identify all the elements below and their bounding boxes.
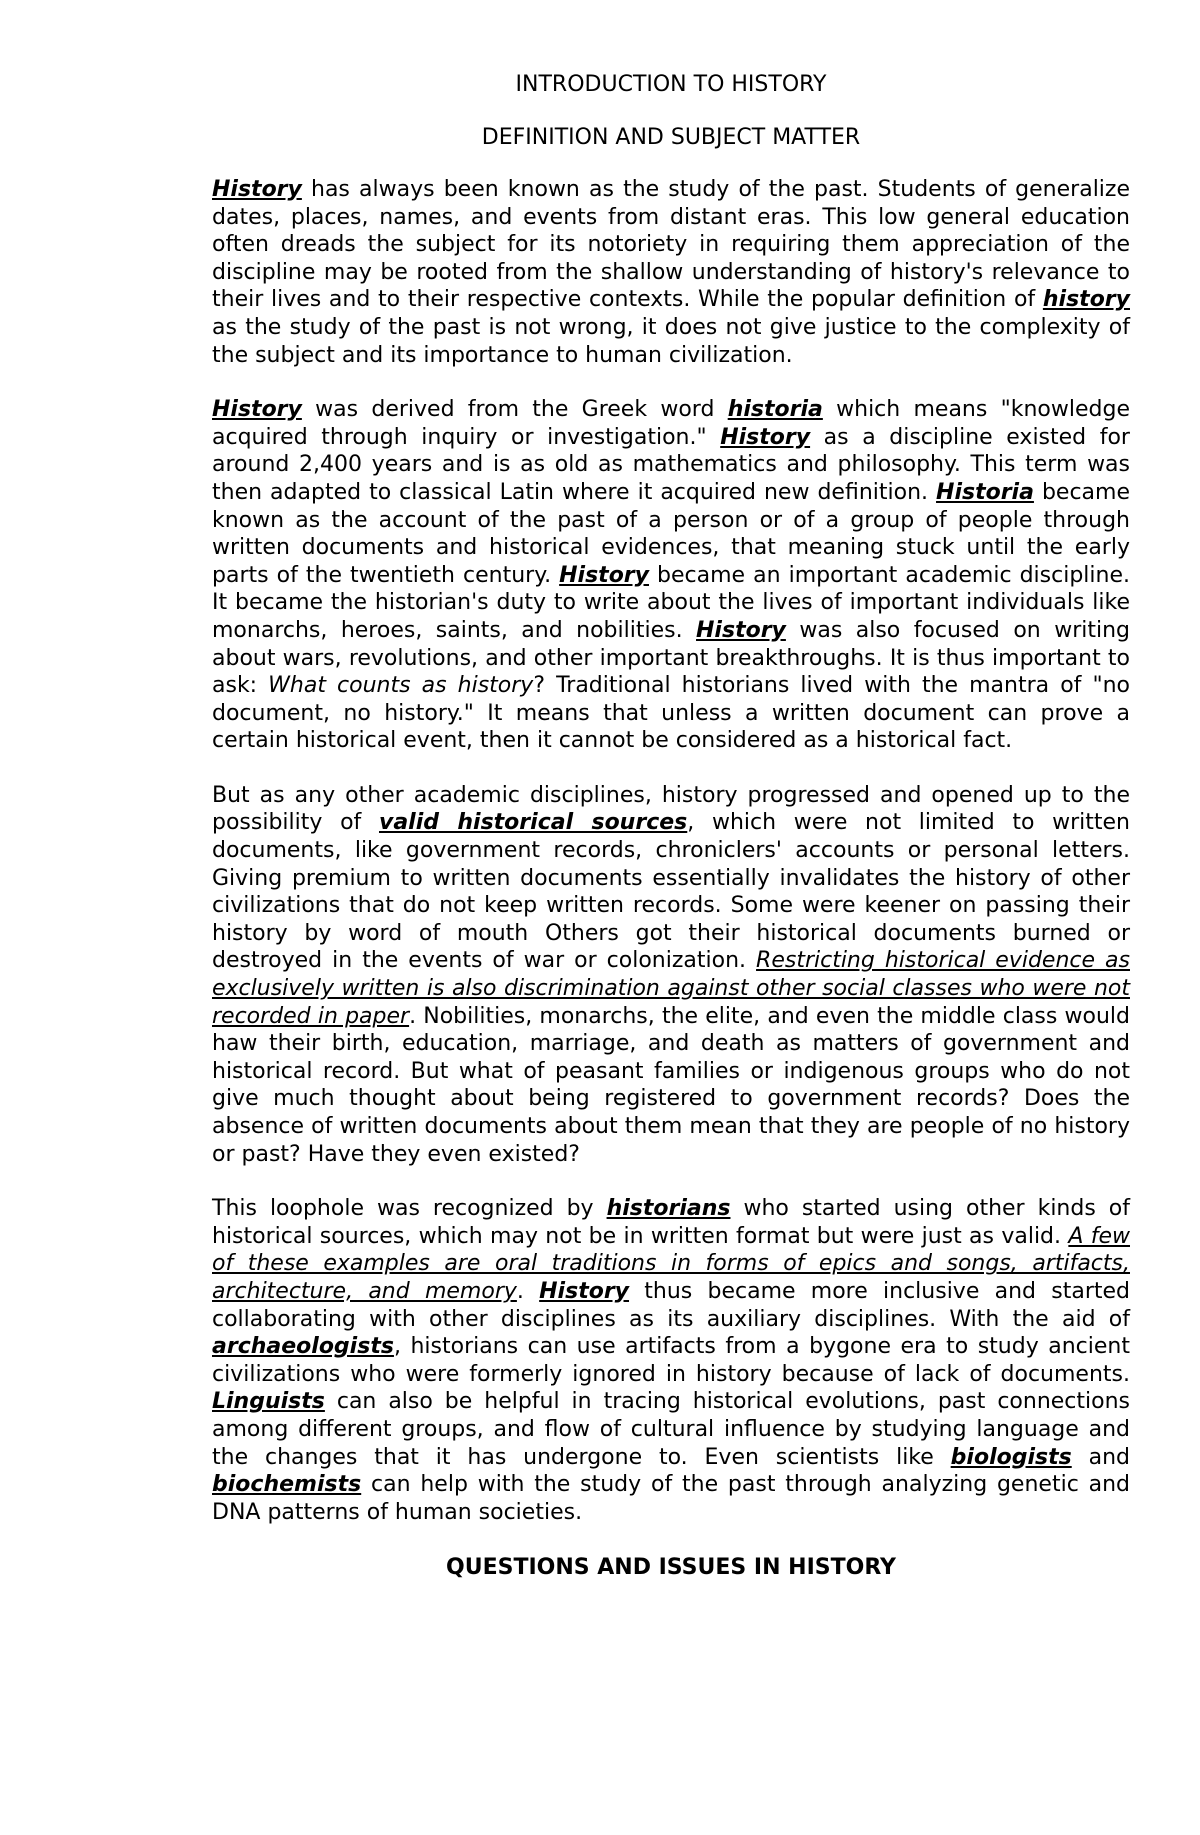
paragraph-text: can also be helpful in tracing historical evolutions, past connections among different groups, and flow of cultural influence by studying language and the changes that it has undergone to. Even scientists like: [212, 1389, 1130, 1470]
keyword: Linguists: [212, 1389, 325, 1415]
paragraph-text: , which were not limited to written documents, like government records, chroniclers' accounts or personal letters. Giving premium to written documents essentially invalidates the history of other civilizations that do not keep written records. Some were keener on passing their history by word of mouth Others got their historical documents burned or destroyed in the events of war or colonization.: [212, 810, 1131, 974]
emphasized-text: A few of these examples are oral traditions in forms of epics and songs, artifacts, architecture, and memory: [212, 1223, 1130, 1304]
paragraph-text: as a discipline existed for around 2,400 years and is as old as mathematics and philosophy. This term was then adapted to classical Latin where it acquired new definition.: [212, 424, 1130, 505]
section-heading: QUESTIONS AND ISSUES IN HISTORY: [446, 1555, 896, 1581]
emphasized-text: Restricting historical evidence as exclusively written is also discrimination against other social classes who were not recorded in paper: [212, 948, 1130, 1029]
paragraph-text: and: [1071, 1444, 1130, 1470]
paragraph-definition: [212, 176, 1130, 369]
paragraph-text: ? Traditional historians lived with the mantra of "no document, no history." It means that unless a written document can prove a certain historical event, then it cannot be considered as a historical fact.: [212, 673, 1130, 754]
paragraph-text: thus became more inclusive and started collaborating with other disciplines as its auxiliary disciplines. With the aid of: [212, 1278, 1130, 1332]
keyword: Historia: [936, 479, 1034, 505]
paragraph-auxiliary-disciplines: [212, 1195, 1130, 1526]
paragraph-text: became an important academic discipline. It became the historian's duty to write about the lives of important individuals like monarchs, heroes, saints, and nobilities.: [212, 562, 1130, 643]
paragraph-text: . Nobilities, monarchs, the elite, and even the middle class would haw their birth, education, marriage, and death as matters of government and historical record. But what of peasant families or indigenous groups who do not give much thought about being registered to government records? Does the absence of written documents about them mean that they are people of no history or past? Have they even existed?: [212, 1003, 1131, 1167]
paragraph-text: was also focused on writing about wars, revolutions, and other important breakthroughs. It is thus important to ask:: [212, 617, 1130, 699]
paragraph-text: became known as the account of the past of a person or of a group of people through written documents and historical evidences, that meaning stuck until the early parts of the twentieth century.: [212, 479, 1131, 588]
keyword: History: [212, 177, 302, 202]
keyword: historia: [727, 397, 823, 423]
paragraph-text: can help with the study of the past through analyzing genetic and DNA patterns of human societies.: [212, 1472, 1130, 1525]
document-page: [212, 70, 1130, 1583]
keyword: archaeologists: [212, 1334, 394, 1360]
paragraph-valid-sources: [212, 782, 1130, 1168]
keyword: History: [212, 397, 302, 423]
paragraph-text: .: [516, 1278, 540, 1304]
paragraph-text: which means "knowledge acquired through inquiry or investigation.": [212, 397, 1130, 450]
keyword: historians: [606, 1196, 731, 1222]
paragraph-text: has always been known as the study of the past. Students of generalize dates, places, names, and events from distant eras. This low general education often dreads the subject for its notoriety in requiring them appreciation of the discipline may be rooted from the shallow understanding of history's relevance to their lives and to their respective contexts. While the popular definition of: [212, 177, 1130, 313]
keyword: History: [539, 1278, 630, 1304]
keyword: biologists: [950, 1444, 1072, 1470]
keyword: biochemists: [212, 1472, 362, 1498]
paragraph-etymology: [212, 396, 1130, 755]
keyword: History: [696, 617, 786, 643]
keyword: History: [559, 562, 649, 588]
paragraph-text: This loophole was recognized by: [212, 1196, 607, 1222]
keyword: History: [720, 424, 811, 450]
paragraph-text: who started using other kinds of historical sources, which may not be in written format but were just as valid.: [212, 1196, 1130, 1249]
paragraph-text: was derived from the Greek word: [301, 397, 728, 423]
paragraph-text: But as any other academic disciplines, history progressed and opened up to the possibility of: [212, 782, 1130, 836]
italic-text: What counts as history: [268, 673, 534, 699]
document-subtitle: DEFINITION AND SUBJECT MATTER: [481, 125, 861, 150]
keyword: history: [1042, 287, 1130, 313]
keyword: valid historical sources: [379, 810, 688, 836]
paragraph-text: , historians can use artifacts from a bygone era to study ancient civilizations who were formerly ignored in history because of lack of documents.: [212, 1334, 1130, 1387]
paragraph-text: as the study of the past is not wrong, it does not give justice to the complexity of the subject and its importance to human civilization.: [212, 314, 1130, 368]
document-title: INTRODUCTION TO HISTORY: [515, 72, 827, 97]
